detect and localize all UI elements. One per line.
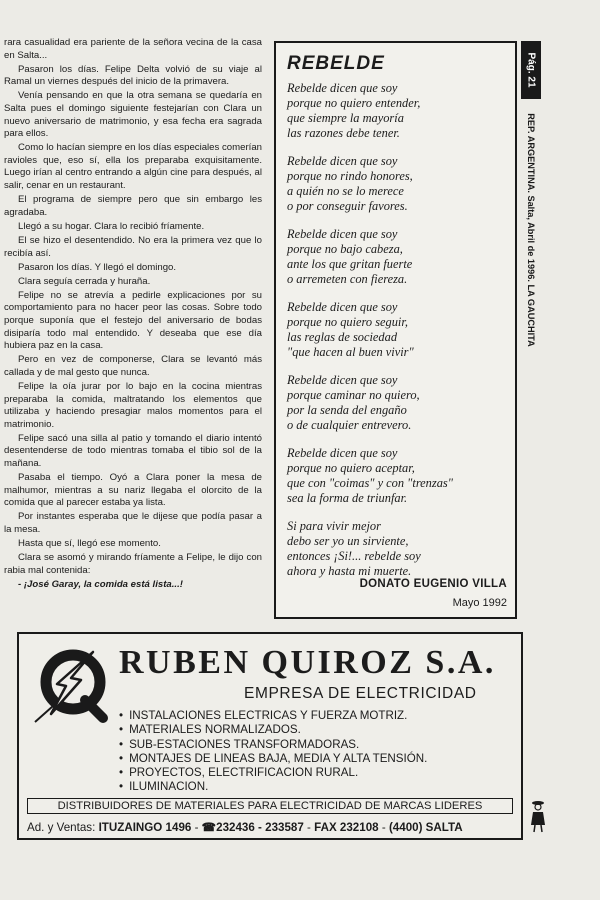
poem-verse: porque no quiero entender,: [287, 96, 421, 110]
poem-stanza: [287, 446, 505, 506]
poem-verse: "que hacen al buen vivir": [287, 345, 414, 359]
company-name: RUBEN QUIROZ S.A.: [119, 644, 496, 681]
service-label: PROYECTOS, ELECTRIFICACION RURAL.: [129, 766, 359, 780]
contact-label: Ad. y Ventas:: [27, 821, 96, 834]
story-paragraph: Pasaba el tiempo. Oyó a Clara poner la mesa de malhumor, mientras a su nariz llegaba el olorcito de la comida que al parecer estaba ya lista.: [4, 472, 262, 509]
poem-verse: entonces ¡Si!... rebelde soy: [287, 549, 421, 563]
service-label: MATERIALES NORMALIZADOS.: [129, 723, 301, 737]
poem-verse: por la senda del engaño: [287, 403, 407, 417]
story-paragraph: El se hizo el desentendido. No era la primera vez que lo recibía así.: [4, 234, 262, 259]
poem-verse: Rebelde dicen que soy: [287, 81, 398, 95]
poem-verse: porque no quiero aceptar,: [287, 461, 415, 475]
poem-verse: Si para vivir mejor: [287, 519, 381, 533]
story-paragraph: Clara seguía cerrada y huraña.: [18, 275, 151, 287]
story-paragraph: Felipe la oía jurar por lo bajo en la cocina mientras preparaba la comida, maltratando los elementos que utilizaba y haciendo presagiar malos momentos para el matrimonio.: [4, 380, 262, 430]
story-paragraph: Pasaron los días. Felipe Delta volvió de su viaje al Ramal un viernes después del inicio de la primavera.: [4, 63, 262, 88]
poem-verse: que siempre la mayoría: [287, 111, 404, 125]
story-paragraph: rara casualidad era pariente de la señora vecina de la casa en Salta...: [4, 37, 262, 61]
address: ITUZAINGO 1496: [98, 821, 192, 834]
story-column: [4, 37, 262, 593]
story-paragraph: Como lo hacían siempre en los días especiales comerían ravioles que, eso sí, ella los preparaba exquisitamente. Luego irían al centro entrando a algún cine para después, al salir, cenar en un restaurant.: [4, 142, 262, 192]
poem-verse: Rebelde dicen que soy: [287, 373, 398, 387]
poem-title: REBELDE: [287, 53, 385, 74]
bullet-icon: •: [119, 766, 124, 780]
poem-stanza: [287, 154, 505, 214]
poem-verse: Rebelde dicen que soy: [287, 154, 398, 168]
poem-verse: Rebelde dicen que soy: [287, 446, 398, 460]
city: (4400) SALTA: [388, 821, 463, 834]
story-paragraph: Pasaron los días. Y llegó el domingo.: [18, 261, 177, 273]
service-item: [119, 766, 427, 780]
poem-verse: que con "coimas" y con "trenzas": [287, 476, 453, 490]
service-item: [119, 709, 427, 723]
story-final-line: - ¡José Garay, la comida está lista...!: [18, 578, 183, 590]
poem-box: [274, 41, 517, 619]
poem-verse: porque no quiero seguir,: [287, 315, 408, 329]
poem-author: DONATO EUGENIO VILLA: [359, 578, 507, 590]
poem-stanza: [287, 81, 505, 141]
story-paragraph: Pero en vez de componerse, Clara se levantó más callada y de mal gesto que nunca.: [4, 354, 262, 378]
contact-line: Ad. y Ventas: ITUZAINGO 1496 - ☎232436 - 233587 - FAX 232108 - (4400) SALTA: [27, 821, 463, 834]
poem-verse: ante los que gritan fuerte: [287, 257, 413, 271]
services-list: [119, 709, 427, 795]
poem-verse: a quién no se lo merece: [287, 184, 404, 198]
service-label: MONTAJES DE LINEAS BAJA, MEDIA Y ALTA TENSIÓN.: [129, 751, 428, 765]
poem-verse: ahora y hasta mi muerte.: [287, 564, 412, 578]
distributors-banner: DISTRIBUIDORES DE MATERIALES PARA ELECTRICIDAD DE MARCAS LIDERES: [27, 798, 513, 814]
service-label: SUB-ESTACIONES TRANSFORMADORAS.: [129, 737, 360, 751]
service-item: [119, 780, 427, 794]
advertisement: [17, 632, 523, 840]
poem-stanza: [287, 227, 505, 287]
service-label: INSTALACIONES ELECTRICAS Y FUERZA MOTRIZ.: [129, 709, 408, 722]
poem-verse: sea la forma de triunfar.: [287, 491, 408, 505]
story-paragraph: Hasta que sí, llegó ese momento.: [18, 538, 161, 550]
poem-stanza: [287, 519, 505, 579]
poem-date: Mayo 1992: [452, 597, 507, 609]
poem-verse: porque no rindo honores,: [287, 169, 413, 183]
story-paragraph: Venía pensando en que la otra semana se quedaría en Salta pues el domingo siguiente festejarían con Clara un nuevo aniversario de matrimonio, y esa fecha era sagrada para ellos.: [4, 90, 262, 140]
story-paragraph: El programa de siempre pero que sin embargo les agradaba.: [4, 194, 262, 218]
publication-header: REP. ARGENTINA. Salta, Abril de 1996. LA GAUCHITA: [526, 113, 536, 347]
bullet-icon: •: [119, 751, 124, 765]
story-paragraph: Por instantes esperaba que le dijese que podía pasar a la mesa.: [4, 511, 262, 535]
service-item: [119, 723, 427, 737]
poem-stanza: [287, 300, 505, 360]
service-item: [119, 752, 427, 766]
poem-verse: las reglas de sociedad: [287, 330, 398, 344]
story-paragraph: Llegó a su hogar. Clara lo recibió fríamente.: [18, 220, 205, 232]
poem-stanzas: [287, 81, 505, 579]
poem-verse: o por conseguir favores.: [287, 199, 408, 213]
poem-stanza: [287, 373, 505, 433]
company-tagline: EMPRESA DE ELECTRICIDAD: [244, 685, 477, 702]
phone-icon: ☎: [201, 821, 217, 834]
story-paragraph: Felipe no se atrevía a pedirle explicaciones por su comportamiento para no hacer peor las cosas. Sobre todo porque suponía que el festejo del aniversario de bodas disiparía todo mal entendido. Y deseaba que ese día hubiera paz en la casa.: [4, 289, 262, 352]
story-paragraph: Clara se asomó y mirando fríamente a Felipe, le dijo con rabia mal contenida:: [4, 552, 262, 576]
poem-verse: porque caminar no quiero,: [287, 388, 420, 402]
fax-number: FAX 232108: [314, 821, 379, 834]
poem-verse: las razones debe tener.: [287, 126, 400, 140]
service-item: [119, 738, 427, 752]
page-number: Pág. 21: [525, 52, 537, 88]
poem-verse: Rebelde dicen que soy: [287, 300, 398, 314]
bullet-icon: •: [119, 709, 124, 722]
gaucho-figure-icon: [528, 798, 548, 834]
bullet-icon: •: [119, 723, 124, 737]
bullet-icon: •: [119, 737, 124, 751]
poem-verse: o de cualquier entrevero.: [287, 418, 412, 432]
phone-numbers: 232436 - 233587: [216, 821, 304, 834]
poem-verse: porque no bajo cabeza,: [287, 242, 403, 256]
poem-verse: Rebelde dicen que soy: [287, 227, 398, 241]
poem-verse: o arremeten con fiereza.: [287, 272, 408, 286]
bullet-icon: •: [119, 780, 124, 794]
company-logo-icon: [33, 644, 111, 724]
service-label: ILUMINACION.: [129, 780, 209, 794]
poem-verse: debo ser yo un sirviente,: [287, 534, 409, 548]
story-paragraph: Felipe sacó una silla al patio y tomando el diario intentó desentenderse de todo mientras tomaba el tibio sol de la mañana.: [4, 432, 262, 469]
